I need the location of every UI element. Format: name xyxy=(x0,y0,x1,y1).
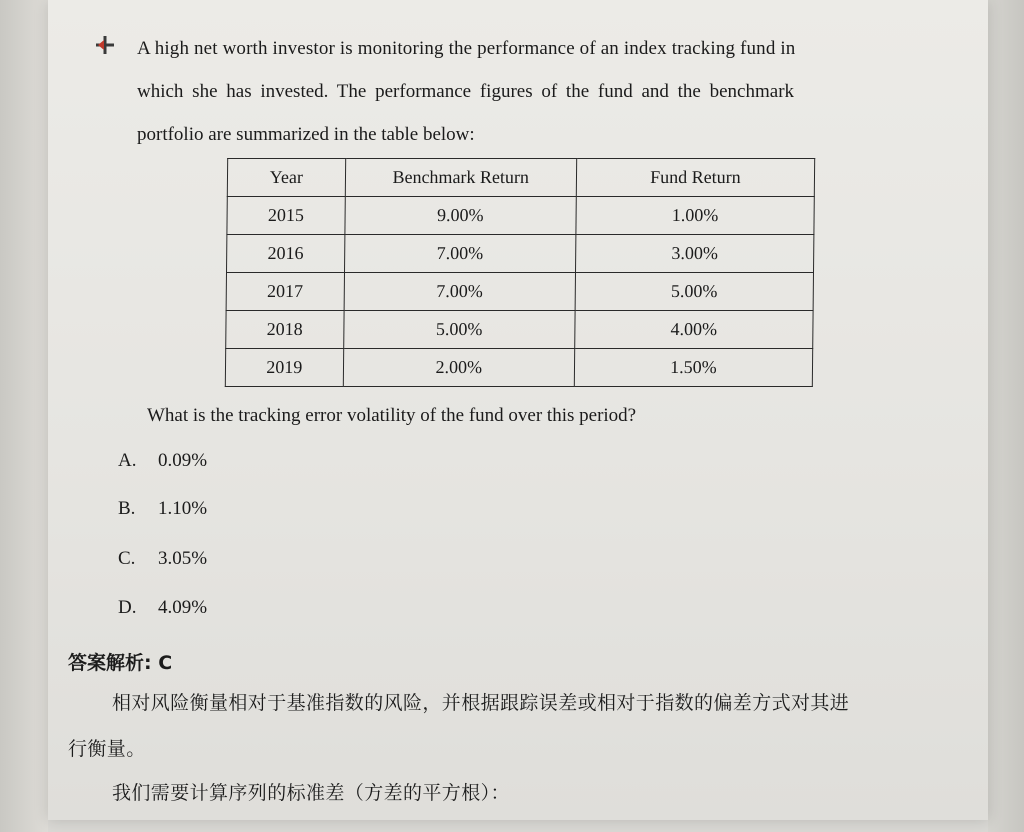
question-line-3: portfolio are summarized in the table below: xyxy=(137,124,475,145)
question-line-2: which she has invested. The performance figures of the fund and the benchmark xyxy=(137,81,795,102)
page-gutter-right xyxy=(988,0,1024,832)
cell-year: 2019 xyxy=(225,349,343,387)
table-row xyxy=(227,235,814,273)
cell-year: 2017 xyxy=(226,273,344,311)
option-value: 0.09% xyxy=(158,450,208,471)
question-line-1: A high net worth investor is monitoring the performance of an index tracking fund in xyxy=(137,38,796,59)
cell-benchmark: 7.00% xyxy=(344,273,576,311)
performance-table xyxy=(225,158,815,387)
option-d[interactable] xyxy=(118,597,207,619)
explanation-line-2: 行衡量。 xyxy=(68,738,146,760)
cell-year: 2016 xyxy=(227,235,345,273)
cell-fund: 3.00% xyxy=(575,235,814,273)
table-row xyxy=(226,273,813,311)
header-year: Year xyxy=(227,159,345,197)
option-a[interactable] xyxy=(118,450,207,472)
cell-fund: 1.00% xyxy=(576,197,815,235)
option-value: 3.05% xyxy=(158,548,208,569)
table-row xyxy=(225,349,812,387)
table-row xyxy=(227,197,814,235)
explanation-line-1: 相对风险衡量相对于基准指数的风险，并根据跟踪误差或相对于指数的偏差方式对其进 xyxy=(112,692,850,714)
header-benchmark-return: Benchmark Return xyxy=(345,159,577,197)
cell-year: 2015 xyxy=(227,197,345,235)
question-prompt: What is the tracking error volatility of the fund over this period? xyxy=(147,405,637,426)
cell-fund: 1.50% xyxy=(574,349,813,387)
table-header-row xyxy=(227,159,814,197)
option-key: B. xyxy=(118,498,136,519)
cell-benchmark: 9.00% xyxy=(345,197,577,235)
cell-fund: 5.00% xyxy=(575,273,814,311)
option-value: 1.10% xyxy=(158,498,208,519)
cell-benchmark: 7.00% xyxy=(344,235,576,273)
option-key: C. xyxy=(118,548,136,569)
cell-fund: 4.00% xyxy=(575,311,814,349)
page-gutter-left xyxy=(0,0,48,832)
option-c[interactable] xyxy=(118,548,207,570)
cell-benchmark: 2.00% xyxy=(343,349,575,387)
cell-year: 2018 xyxy=(226,311,344,349)
arrow-cross-bullet-icon xyxy=(96,36,114,54)
table-row xyxy=(226,311,813,349)
answer-heading: 答案解析: C xyxy=(68,652,173,674)
option-key: D. xyxy=(118,597,137,618)
header-fund-return: Fund Return xyxy=(576,159,815,197)
option-key: A. xyxy=(118,450,137,471)
cell-benchmark: 5.00% xyxy=(343,311,575,349)
option-value: 4.09% xyxy=(158,597,208,618)
option-b[interactable] xyxy=(118,498,207,520)
explanation-line-3: 我们需要计算序列的标准差（方差的平方根）： xyxy=(112,782,510,804)
